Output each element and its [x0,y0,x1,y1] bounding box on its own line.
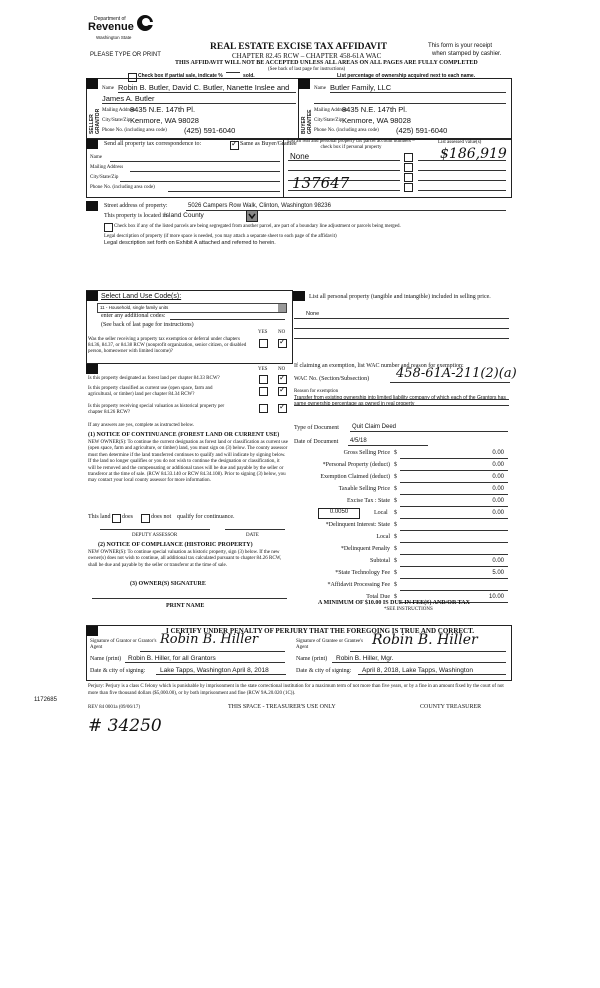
seller-phone-label: Phone No. (including area code) [102,128,167,133]
deputy-assessor-line[interactable] [100,529,210,530]
owner-signature-label: (3) OWNER(S) SIGNATURE [130,581,206,587]
row-state-tax-label: Excise Tax : State [347,498,390,504]
tax-corr-mailing-input[interactable] [130,171,280,172]
assessed-line-4[interactable] [418,190,506,191]
row-del-interest-local [294,534,508,544]
additional-codes-input[interactable] [170,319,285,320]
historic-question: Is this property receiving special valuation as historical property per chapter 84.26 RCW? [88,404,225,415]
row-gross-label: Gross Selling Price [343,450,390,456]
forest-yes-checkbox[interactable] [259,375,268,384]
doc-type-label: Type of Document [294,425,339,431]
row-subtotal [294,558,508,568]
continuance-body: NEW OWNER(S): To continue the current designation as forest land or classification as current use (open space, farm and agriculture, or timber) land, you must sign on (3) below. The county assessor must then determine if the land transferred continues to qualify and will indicate by signing below. If the land no longer qualifies or you do not wish to continue the designation or classification, it will be removed and the compensating or additional taxes will be due and payable by the seller or transferor at the time of sale. (RCW 84.33.140 or RCW 84.34.108). Prior to signing (3) below, you may contact your local county assessor for more information. [88,440,288,484]
personal-prop-checkbox-2[interactable] [404,163,413,172]
section-5-marker [86,291,98,301]
row-personal-dollar: $ [394,462,397,468]
row-del-penalty-dollar: $ [394,546,397,552]
form-warning: THIS AFFIDAVIT WILL NOT BE ACCEPTED UNLESS ALL AREAS ON ALL PAGES ARE FULLY COMPLETED [175,60,478,66]
assessed-line-2[interactable] [418,170,506,171]
grantor-date-line [156,674,286,675]
does-not-label: does not [151,514,172,520]
row-exemption [294,474,508,484]
tax-corr-name-label: Name [90,155,102,160]
assessor-date-label: DATE [246,533,259,538]
row-personal-label: *Personal Property (deduct) [322,462,390,468]
doc-date-label: Date of Document [294,439,339,445]
parcel-1-field[interactable]: None [290,152,310,161]
no-header-1: NO [278,330,286,335]
revenue-logo: Department of Revenue Washington State [88,14,158,46]
please-type: PLEASE TYPE OR PRINT [90,52,161,58]
owner-signature-line[interactable] [92,598,287,599]
gross-selling-price[interactable]: 0.00 [492,450,504,456]
buyer-mailing-field[interactable]: 8435 N.E. 147th Pl. [342,105,408,114]
row-state-tax [294,498,508,508]
exemption-question: Was the seller receiving a property tax exemption or deferral under chapters 84.36, 84.37, or 84.38 RCW (nonprofit organization, senior citizen, or disabled person, homeowner with limited income)? [88,337,247,354]
land-use-see-back: (See back of last page for instructions) [101,322,194,328]
exemption-no-checkbox[interactable] [278,339,287,348]
partial-sale-pct-line[interactable] [226,72,240,73]
row-processing-fee-line [400,590,508,591]
tax-corr-label: Send all property tax correspondence to: [104,141,202,147]
street-line [186,210,506,211]
row-del-interest-local-line [400,542,508,543]
legal-label: Legal description of property (if more space is needed, you may attach a separate sheet to each page of the affidavit) [104,234,337,239]
row-taxable-dollar: $ [394,486,397,492]
treasurer-use-only: THIS SPACE - TREASURER'S USE ONLY [228,704,336,710]
buyer-mailing-label: Mailing Address [314,108,348,113]
deputy-assessor-label: DEPUTY ASSESSOR [132,533,178,538]
exemption-claim-label: If claiming an exemption, list WAC number and reason for exemption: [294,363,464,369]
land-use-code: 11 - Household, single family units [100,305,169,310]
grantor-name-line [125,662,285,663]
row-local-tax [294,510,508,520]
county-dropdown-icon[interactable] [246,210,258,222]
yes-header-1: YES [258,330,268,335]
grantee-date-label: Date & city of signing: [296,668,352,674]
continuance-title: (1) NOTICE OF CONTINUANCE (FOREST LAND OR CURRENT USE) [88,432,280,438]
row-del-penalty [294,546,508,556]
state-technology-fee[interactable]: 5.00 [492,570,504,576]
row-processing-fee-dollar: $ [394,582,397,588]
personal-property-line-1 [294,318,509,319]
see-instructions: *SEE INSTRUCTIONS [384,607,433,612]
row-total-dollar: $ [394,594,397,600]
reason-label: Reason for exemption [294,389,339,394]
chevron-down-icon [247,211,257,221]
buyer-phone-field[interactable]: (425) 591-6040 [396,126,448,135]
row-del-interest-state-dollar: $ [394,522,397,528]
row-del-interest-state-line [400,530,508,531]
grantee-sig-label: Signature of Grantee or Grantee's Agent [296,639,363,650]
grantee-date-line [358,674,506,675]
historic-no-checkbox[interactable] [278,404,287,413]
seller-mailing-field[interactable]: 8435 N.E. 147th Pl. [130,105,196,114]
seller-name-field-2[interactable]: James A. Butler [102,94,155,103]
taxable-selling-price[interactable]: 0.00 [492,486,504,492]
doc-type-field[interactable]: Quit Claim Deed [352,424,397,430]
seller-side-label: SELLER GRANTOR [89,108,101,134]
parcel-line-1 [288,160,400,161]
row-tech-fee [294,570,508,580]
wac-label: WAC No. (Section/Subsection) [294,376,370,382]
pct-list-label: List percentage of ownership acquired next to each name. [337,73,476,79]
row-tech-fee-label: *State Technology Fee [335,570,390,576]
reason-line-2 [294,405,509,406]
grantee-date-field[interactable]: April 8, 2018, Lake Tapps, Washington [362,667,473,674]
personal-property-line-3[interactable] [294,338,509,339]
row-total-label: Total Due [366,594,390,600]
reason-line-1 [294,399,509,400]
row-subtotal-label: Subtotal [369,558,390,564]
personal-property-field[interactable]: None [306,311,320,317]
land-use-dropdown-icon [278,304,286,312]
row-exemption-line [400,482,508,483]
forest-question: Is this property designated as forest land per chapter 84.33 RCW? [88,376,220,381]
grantee-name-label: Name (print) [296,656,328,662]
compliance-title: (2) NOTICE OF COMPLIANCE (HISTORIC PROPERTY) [98,542,253,548]
grantee-name-field[interactable]: Robin B. Hiller, Mgr. [336,655,394,662]
sold-label: sold. [243,73,255,79]
form-chapter: CHAPTER 82.45 RCW – CHAPTER 458-61A WAC [232,52,382,60]
total-due[interactable]: 10.00 [488,594,504,600]
current-use-yes-checkbox[interactable] [259,387,268,396]
perjury-notice: Perjury: Perjury is a class C felony which is punishable by imprisonment in the state correctional institution for a maximum term of not more than five years, or by a fine in an amount fixed by the court of not more than five thousand dollars ($5,000.00), or by both imprisonment and fine (RCW 9A.20.020 (1C)). [88,684,504,696]
county-treasurer-label: COUNTY TREASURER [420,704,482,710]
grantee-sig-line [350,651,506,652]
tax-corr-mailing-label: Mailing Address [90,165,124,170]
does-label: does [122,514,133,520]
row-del-interest-state-label: *Delinquent Interest: State [325,522,390,528]
tax-corr-city-label: City/State/Zip [90,175,119,180]
land-use-select[interactable] [97,303,287,313]
grantor-signature[interactable]: Robin B. Hiller [160,632,259,647]
excise-tax-local[interactable]: 0.00 [492,510,504,516]
row-exemption-dollar: $ [394,474,397,480]
seller-city-label: City/State/Zip [102,118,131,123]
tax-calc-table [294,450,508,590]
personal-property-deduct[interactable]: 0.00 [492,462,504,468]
personal-prop-checkbox-4[interactable] [404,183,413,192]
row-personal [294,462,508,472]
parcel-handwritten: 137647 [292,174,350,192]
row-local-tax-label: Local [374,510,388,516]
row-gross [294,450,508,460]
seller-mailing-label: Mailing Address [102,108,136,113]
certify-statement: I CERTIFY UNDER PENALTY OF PERJURY THAT THE FOREGOING IS TRUE AND CORRECT. [166,627,475,635]
same-as-buyer-checkbox[interactable] [230,141,239,150]
see-back-note: (See back of last page for instructions) [268,67,346,72]
row-local-tax-line [400,518,508,519]
personal-prop-checkbox-3[interactable] [404,173,413,182]
grantee-signature[interactable]: Robin B. Hiller [372,632,478,648]
row-state-tax-line [400,506,508,507]
personal-property-line-2[interactable] [294,328,509,329]
historic-yes-checkbox[interactable] [259,404,268,413]
row-del-interest-state [294,522,508,532]
buyer-name2-line [314,103,506,104]
yes-header-2: YES [258,367,268,372]
grantor-name-label: Name (print) [90,656,122,662]
row-processing-fee [294,582,508,592]
recording-stamp-number: 1172685 [34,697,57,703]
tax-corr-name-input[interactable] [110,161,280,162]
minimum-due: A MINIMUM OF $10.00 IS DUE IN FEE(S) AND/OR TAX [318,600,470,606]
land-use-label: Select Land Use Code(s): [101,293,182,300]
row-tech-fee-dollar: $ [394,570,397,576]
located-label: This property is located in [104,213,167,219]
seller-name2-line [102,103,296,104]
additional-codes-label: enter any additional codes: [101,313,166,319]
row-gross-dollar: $ [394,450,397,456]
excise-tax-state[interactable]: 0.00 [492,498,504,504]
segregated-checkbox[interactable] [104,223,113,232]
current-use-no-checkbox[interactable] [278,387,287,396]
doc-type-line [350,431,508,432]
street-label: Street address of property: [104,203,168,209]
assessed-line-3[interactable] [418,180,506,181]
buyer-name-label: Name [314,86,326,91]
does-not-checkbox[interactable] [141,514,150,523]
row-tech-fee-line [400,578,508,579]
seller-name-field[interactable]: Robin B. Butler, David C. Butler, Nanette Inslee and [118,83,290,92]
rev-number: REV 84 0001a (09/06/17) [88,705,140,710]
assessor-date-line[interactable] [225,529,285,530]
street-field[interactable]: 5026 Campers Row Walk, Clinton, Washington 98236 [188,203,331,209]
wac-field[interactable]: 458-61A-211(2)(a) [396,366,517,381]
buyer-city-label: City/State/Zip [314,118,343,123]
buyer-side-label: BUYER GRANTEE [301,109,313,134]
personal-property-label: List all personal property (tangible and intangible) included in selling price. [309,294,491,300]
local-rate-field[interactable]: 0.0050 [318,508,360,519]
no-header-2: NO [278,367,286,372]
partial-sale-label: Check box if partial sale, indicate % [138,73,223,79]
compliance-body: NEW OWNER(S): To continue special valuation as historic property, sign (3) below. If the new owner(s) does not wish to continue, all additional tax calculated pursuant to chapter 84.26 RCW, shall be due and payable by the seller or transferor at the time of sale. [88,550,282,568]
assessed-header: List assessed value(s) [438,140,482,145]
row-del-penalty-line [400,554,508,555]
grantor-name-field[interactable]: Robin B. Hiller, for all Grantors [128,655,216,662]
current-use-question: Is this property classified as current use (open space, farm and agricultural, or timber) land per chapter 84.34 RCW? [88,386,213,397]
reason-field[interactable]: Transfer from existing ownership into limited liability company of which each of the Grantors has same ownership percentage as owned in real property [294,395,506,407]
revenue-emblem-icon [136,14,154,32]
row-processing-fee-label: *Affidavit Processing Fee [327,582,390,588]
legal-field[interactable]: Legal description set forth on Exhibit A attached and referred to herein. [104,240,276,246]
section-4-marker [86,201,98,211]
buyer-name-field[interactable]: Butler Family, LLC [330,83,392,92]
row-state-tax-dollar: $ [394,498,397,504]
tax-corr-city-input[interactable] [120,181,280,182]
tax-corr-phone-input[interactable] [168,191,280,192]
assessed-value-handwritten: $186,919 [440,146,507,162]
doc-date-field[interactable]: 4/5/18 [350,438,367,444]
row-exemption-label: Exemption Claimed (deduct) [320,474,390,480]
grantor-date-label: Date & city of signing: [90,668,146,674]
exemption-claimed[interactable]: 0.00 [492,474,504,480]
does-checkbox[interactable] [112,514,121,523]
print-name-label: PRINT NAME [166,603,205,609]
section-6-marker [86,364,98,374]
row-subtotal-line [400,566,508,567]
parcel-line-2[interactable] [288,170,400,171]
form-title: REAL ESTATE EXCISE TAX AFFIDAVIT [210,42,388,52]
parcel-header: List all real and personal property tax parcel account numbers – check box if personal property [287,139,415,150]
qualify-label: qualify for continuance. [177,514,235,520]
buyer-name-line [330,92,506,93]
exemption-yes-checkbox[interactable] [259,339,268,348]
buyer-city-field[interactable]: Kenmore, WA 98028 [342,116,411,125]
grantor-sig-line [140,651,285,652]
wac-line [390,382,510,383]
row-del-interest-local-label: Local [376,534,390,540]
this-land-label: This land [88,514,111,520]
same-as-buyer-label: Same as Buyer/Grantee [240,141,297,147]
row-del-penalty-label: *Delinquent Penalty [340,546,390,552]
forest-no-checkbox[interactable] [278,375,287,384]
row-local-tax-dollar: $ [394,510,397,516]
receipt-note-2: when stamped by cashier. [432,51,502,57]
row-del-interest-local-dollar: $ [394,534,397,540]
row-personal-line [400,470,508,471]
row-gross-line [400,458,508,459]
row-subtotal-dollar: $ [394,558,397,564]
handwritten-number: # 34250 [88,716,162,736]
buyer-phone-label: Phone No. (including area code) [314,128,379,133]
subtotal[interactable]: 0.00 [492,558,504,564]
seller-name-line [118,92,296,93]
row-taxable-line [400,494,508,495]
doc-date-line [348,445,428,446]
section-1-marker [86,78,98,89]
section-2-marker [298,78,310,89]
grantee-name-line [332,662,506,663]
receipt-note-1: This form is your receipt [428,43,493,49]
personal-prop-checkbox-1[interactable] [404,153,413,162]
row-taxable-label: Taxable Selling Price [338,486,390,492]
segregated-label: Check box if any of the listed parcels are being segregated from another parcel, are part of a boundary line adjustment or parcels being merged. [114,224,401,229]
section-7-marker [293,291,305,301]
if-any-yes: If any answers are yes, complete as instructed below. [88,423,195,428]
grantor-date-field[interactable]: Lake Tapps, Washington April 8, 2018 [160,667,269,674]
seller-name-label: Name [102,86,114,91]
seller-phone-field[interactable]: (425) 591-6040 [184,126,236,135]
seller-city-field[interactable]: Kenmore, WA 98028 [130,116,199,125]
grantor-sig-label: Signature of Grantor or Grantor's Agent [90,639,157,650]
tax-corr-phone-label: Phone No. (including area code) [90,185,155,190]
county-select[interactable]: Island County [164,212,204,219]
section-8-marker [86,626,98,636]
section-3-marker [86,139,98,149]
row-taxable [294,486,508,496]
